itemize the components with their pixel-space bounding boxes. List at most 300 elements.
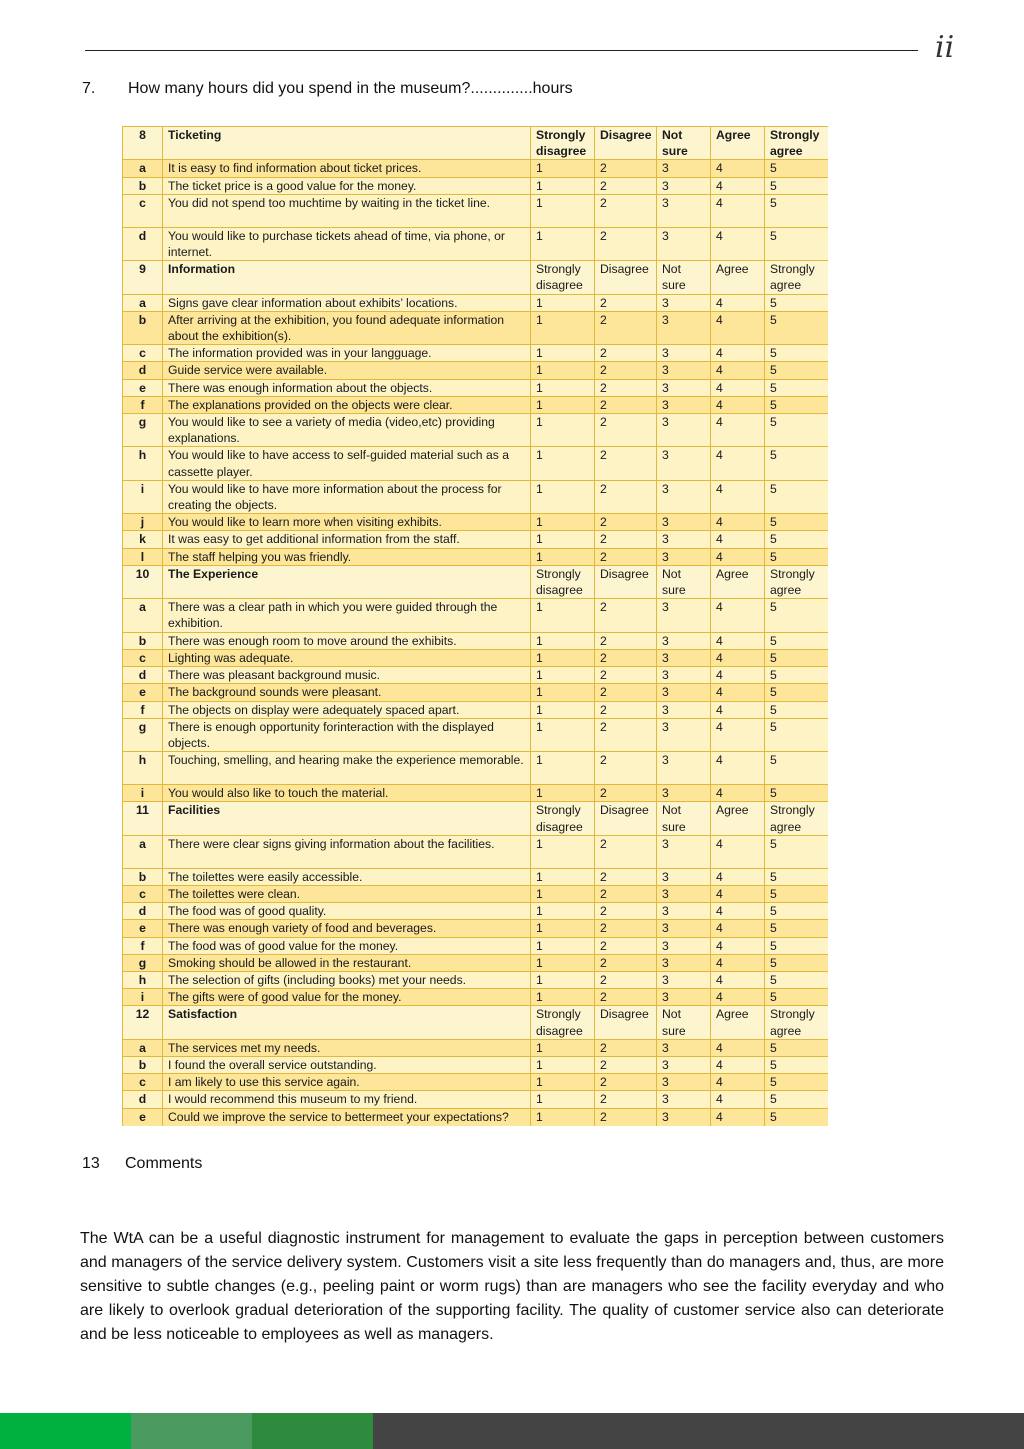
section-number: 8 [123,127,163,160]
table-row [123,701,829,718]
body-paragraph: The WtA can be a useful diagnostic instrument for management to evaluate the gaps in perception between customers and managers of the service delivery system. Customers visit a site less frequently than do managers and, thus, are more sensitive to subtle changes (e.g., peeling paint or worm rugs) than are managers who see the facility everyday and who are likely to overlook gradual deterioration of the supporting facility. The quality of customer service also can deteriorate and be less noticeable to employees as well as managers. [80,1230,944,1343]
rating-value: 5 [765,345,829,362]
rating-value: 2 [595,885,657,902]
item-key: a [123,294,163,311]
rating-value: 4 [711,835,765,868]
table-row [123,396,829,413]
table-row [123,1074,829,1091]
rating-value: 4 [711,531,765,548]
rating-value: 1 [531,903,595,920]
rating-value: 2 [595,379,657,396]
table-row [123,294,829,311]
rating-value: 3 [657,920,711,937]
rating-value: 1 [531,599,595,632]
section-header-row [123,802,829,835]
scale-label: Not sure [657,127,711,160]
rating-value: 3 [657,548,711,565]
rating-value: 2 [595,954,657,971]
item-key: d [123,667,163,684]
rating-value: 3 [657,835,711,868]
table-row [123,937,829,954]
rating-value: 2 [595,785,657,802]
rating-value: 3 [657,447,711,480]
item-statement: The food was of good value for the money. [163,937,531,954]
item-key: d [123,362,163,379]
rating-value: 4 [711,903,765,920]
rating-value: 3 [657,667,711,684]
table-row [123,667,829,684]
rating-value: 3 [657,632,711,649]
rating-value: 2 [595,971,657,988]
item-statement: The objects on display were adequately spaced apart. [163,701,531,718]
rating-value: 3 [657,294,711,311]
rating-value: 2 [595,701,657,718]
rating-value: 4 [711,311,765,344]
rating-value: 5 [765,649,829,666]
rating-value: 1 [531,194,595,227]
rating-value: 4 [711,447,765,480]
item-statement: Could we improve the service to bettermeet your expectations? [163,1108,531,1126]
survey-table-region [122,126,828,1126]
scale-label: Agree [711,1006,765,1039]
scale-label: Disagree [595,802,657,835]
rating-value: 2 [595,1074,657,1091]
table-row [123,1108,829,1126]
rating-value: 1 [531,311,595,344]
rating-value: 3 [657,345,711,362]
rating-value: 1 [531,1091,595,1108]
rating-value: 4 [711,1056,765,1073]
rating-value: 1 [531,1056,595,1073]
table-row [123,632,829,649]
rating-value: 5 [765,632,829,649]
rating-value: 5 [765,514,829,531]
item-key: k [123,531,163,548]
question-7-text: How many hours did you spend in the museum?..............hours [128,80,573,97]
rating-value: 2 [595,227,657,260]
comments-heading [82,1155,202,1173]
rating-value: 5 [765,885,829,902]
table-row [123,227,829,260]
item-statement: There was pleasant background music. [163,667,531,684]
rating-value: 4 [711,345,765,362]
rating-value: 5 [765,868,829,885]
rating-value: 2 [595,447,657,480]
item-key: g [123,718,163,751]
table-row [123,684,829,701]
item-key: a [123,599,163,632]
item-statement: You would like to have more information about the process for creating the objects. [163,480,531,513]
rating-value: 5 [765,937,829,954]
scale-label: Disagree [595,565,657,598]
footer-segment-2 [131,1413,252,1449]
footer-segment-1 [0,1413,131,1449]
rating-value: 2 [595,177,657,194]
scale-label: Not sure [657,565,711,598]
rating-value: 4 [711,294,765,311]
rating-value: 3 [657,227,711,260]
rating-value: 1 [531,885,595,902]
rating-value: 4 [711,362,765,379]
rating-value: 5 [765,227,829,260]
item-statement: You did not spend too muchtime by waiting in the ticket line. [163,194,531,227]
rating-value: 2 [595,649,657,666]
rating-value: 3 [657,379,711,396]
rating-value: 3 [657,414,711,447]
section-header-row [123,1006,829,1039]
rating-value: 1 [531,396,595,413]
table-row [123,599,829,632]
rating-value: 5 [765,1108,829,1126]
item-key: f [123,396,163,413]
item-key: f [123,701,163,718]
footer-segment-3 [252,1413,373,1449]
rating-value: 2 [595,752,657,785]
rating-value: 1 [531,227,595,260]
rating-value: 1 [531,920,595,937]
rating-value: 1 [531,1039,595,1056]
rating-value: 5 [765,1074,829,1091]
rating-value: 2 [595,396,657,413]
table-row [123,1091,829,1108]
scale-label: Not sure [657,802,711,835]
rating-value: 5 [765,954,829,971]
item-key: b [123,632,163,649]
item-key: c [123,1074,163,1091]
rating-value: 4 [711,599,765,632]
rating-value: 5 [765,311,829,344]
rating-value: 2 [595,989,657,1006]
item-statement: There was enough variety of food and beverages. [163,920,531,937]
scale-label: Strongly agree [765,565,829,598]
rating-value: 4 [711,227,765,260]
rating-value: 3 [657,480,711,513]
rating-value: 5 [765,379,829,396]
rating-value: 4 [711,379,765,396]
item-statement: You would like to have access to self-guided material such as a cassette player. [163,447,531,480]
section-header-row [123,565,829,598]
table-row [123,160,829,177]
item-statement: The toilettes were easily accessible. [163,868,531,885]
item-key: i [123,989,163,1006]
rating-value: 1 [531,414,595,447]
item-key: l [123,548,163,565]
scale-label: Not sure [657,261,711,294]
rating-value: 2 [595,632,657,649]
rating-value: 5 [765,1039,829,1056]
item-key: h [123,447,163,480]
item-statement: The ticket price is a good value for the money. [163,177,531,194]
rating-value: 4 [711,971,765,988]
rating-value: 2 [595,414,657,447]
item-statement: It is easy to find information about ticket prices. [163,160,531,177]
section-header-row [123,127,829,160]
scale-label: Strongly agree [765,802,829,835]
rating-value: 4 [711,194,765,227]
section-title: The Experience [163,565,531,598]
item-key: h [123,971,163,988]
scale-label: Disagree [595,261,657,294]
rating-value: 3 [657,903,711,920]
rating-value: 5 [765,785,829,802]
item-statement: There was enough information about the objects. [163,379,531,396]
rating-value: 2 [595,548,657,565]
rating-value: 3 [657,1108,711,1126]
rating-value: 2 [595,480,657,513]
item-key: e [123,920,163,937]
scale-label: Disagree [595,1006,657,1039]
rating-value: 5 [765,480,829,513]
table-row [123,514,829,531]
item-statement: The explanations provided on the objects were clear. [163,396,531,413]
header-rule [85,50,918,51]
rating-value: 2 [595,531,657,548]
rating-value: 4 [711,684,765,701]
table-row [123,379,829,396]
rating-value: 5 [765,599,829,632]
survey-table [122,126,828,1126]
rating-value: 4 [711,885,765,902]
rating-value: 1 [531,835,595,868]
rating-value: 4 [711,514,765,531]
rating-value: 5 [765,194,829,227]
rating-value: 2 [595,514,657,531]
scale-label: Disagree [595,127,657,160]
item-key: g [123,954,163,971]
scale-label: Strongly disagree [531,1006,595,1039]
rating-value: 3 [657,311,711,344]
rating-value: 1 [531,362,595,379]
section-title: Satisfaction [163,1006,531,1039]
rating-value: 2 [595,1056,657,1073]
item-key: a [123,160,163,177]
item-statement: It was easy to get additional information from the staff. [163,531,531,548]
table-row [123,954,829,971]
scale-label: Not sure [657,1006,711,1039]
scale-label: Strongly agree [765,261,829,294]
rating-value: 4 [711,989,765,1006]
item-key: b [123,868,163,885]
table-row [123,345,829,362]
item-statement: I am likely to use this service again. [163,1074,531,1091]
item-key: b [123,1056,163,1073]
table-row [123,785,829,802]
comments-label: Comments [125,1155,203,1172]
rating-value: 4 [711,632,765,649]
rating-value: 3 [657,752,711,785]
rating-value: 2 [595,903,657,920]
rating-value: 3 [657,1056,711,1073]
rating-value: 4 [711,785,765,802]
rating-value: 5 [765,548,829,565]
rating-value: 1 [531,1074,595,1091]
item-key: c [123,649,163,666]
rating-value: 1 [531,514,595,531]
rating-value: 5 [765,752,829,785]
item-key: c [123,194,163,227]
rating-value: 2 [595,194,657,227]
item-statement: I would recommend this museum to my friend. [163,1091,531,1108]
table-row [123,177,829,194]
rating-value: 4 [711,1091,765,1108]
item-statement: Guide service were available. [163,362,531,379]
item-statement: The food was of good quality. [163,903,531,920]
item-key: g [123,414,163,447]
rating-value: 1 [531,649,595,666]
rating-value: 4 [711,1039,765,1056]
item-key: e [123,379,163,396]
rating-value: 1 [531,785,595,802]
item-statement: There is enough opportunity forinteraction with the displayed objects. [163,718,531,751]
table-row [123,752,829,785]
scale-label: Strongly agree [765,127,829,160]
rating-value: 3 [657,1039,711,1056]
table-row [123,885,829,902]
item-statement: Touching, smelling, and hearing make the experience memorable. [163,752,531,785]
item-statement: Lighting was adequate. [163,649,531,666]
section-number: 11 [123,802,163,835]
rating-value: 3 [657,531,711,548]
rating-value: 2 [595,667,657,684]
rating-value: 3 [657,160,711,177]
rating-value: 5 [765,903,829,920]
rating-value: 1 [531,379,595,396]
comments-number: 13 [82,1155,100,1172]
rating-value: 3 [657,396,711,413]
rating-value: 4 [711,480,765,513]
rating-value: 2 [595,599,657,632]
item-statement: The gifts were of good value for the money. [163,989,531,1006]
rating-value: 2 [595,362,657,379]
section-number: 12 [123,1006,163,1039]
rating-value: 4 [711,649,765,666]
rating-value: 1 [531,1108,595,1126]
rating-value: 5 [765,1091,829,1108]
rating-value: 5 [765,989,829,1006]
rating-value: 3 [657,599,711,632]
rating-value: 5 [765,1056,829,1073]
item-statement: You would like to see a variety of media (video,etc) providing explanations. [163,414,531,447]
rating-value: 1 [531,632,595,649]
rating-value: 1 [531,971,595,988]
rating-value: 1 [531,954,595,971]
item-statement: There was enough room to move around the exhibits. [163,632,531,649]
item-key: e [123,684,163,701]
rating-value: 1 [531,718,595,751]
rating-value: 5 [765,160,829,177]
rating-value: 1 [531,752,595,785]
item-statement: The staff helping you was friendly. [163,548,531,565]
scale-label: Strongly disagree [531,802,595,835]
table-row [123,414,829,447]
rating-value: 1 [531,868,595,885]
section-number: 10 [123,565,163,598]
section-number: 9 [123,261,163,294]
rating-value: 1 [531,160,595,177]
section-title: Ticketing [163,127,531,160]
rating-value: 4 [711,752,765,785]
rating-value: 2 [595,160,657,177]
rating-value: 1 [531,684,595,701]
rating-value: 3 [657,649,711,666]
scale-label: Strongly agree [765,1006,829,1039]
item-key: i [123,785,163,802]
rating-value: 1 [531,177,595,194]
rating-value: 4 [711,1108,765,1126]
scale-label: Strongly disagree [531,127,595,160]
rating-value: 4 [711,718,765,751]
table-row [123,920,829,937]
rating-value: 5 [765,920,829,937]
rating-value: 4 [711,1074,765,1091]
rating-value: 3 [657,868,711,885]
rating-value: 3 [657,684,711,701]
item-key: c [123,345,163,362]
rating-value: 5 [765,667,829,684]
rating-value: 4 [711,937,765,954]
rating-value: 2 [595,718,657,751]
item-key: b [123,311,163,344]
table-row [123,835,829,868]
item-key: i [123,480,163,513]
table-row [123,548,829,565]
rating-value: 5 [765,718,829,751]
rating-value: 4 [711,548,765,565]
rating-value: 3 [657,1074,711,1091]
rating-value: 4 [711,868,765,885]
rating-value: 3 [657,701,711,718]
item-statement: The background sounds were pleasant. [163,684,531,701]
table-row [123,1056,829,1073]
table-row [123,989,829,1006]
item-statement: After arriving at the exhibition, you found adequate information about the exhibition(s). [163,311,531,344]
rating-value: 2 [595,868,657,885]
rating-value: 1 [531,667,595,684]
rating-value: 1 [531,937,595,954]
rating-value: 3 [657,177,711,194]
rating-value: 4 [711,160,765,177]
item-key: j [123,514,163,531]
rating-value: 3 [657,718,711,751]
table-row [123,194,829,227]
rating-value: 1 [531,345,595,362]
scale-label: Agree [711,802,765,835]
item-statement: Signs gave clear information about exhibits’ locations. [163,294,531,311]
item-key: f [123,937,163,954]
rating-value: 2 [595,311,657,344]
item-statement: The toilettes were clean. [163,885,531,902]
rating-value: 4 [711,954,765,971]
rating-value: 2 [595,937,657,954]
footer-color-bar [0,1413,1024,1449]
rating-value: 5 [765,531,829,548]
rating-value: 1 [531,480,595,513]
rating-value: 5 [765,294,829,311]
rating-value: 3 [657,885,711,902]
rating-value: 2 [595,1108,657,1126]
item-statement: There were clear signs giving information about the facilities. [163,835,531,868]
rating-value: 1 [531,531,595,548]
question-7 [82,80,573,98]
section-title: Facilities [163,802,531,835]
table-row [123,971,829,988]
footer-segment-4 [373,1413,1024,1449]
rating-value: 3 [657,514,711,531]
rating-value: 5 [765,971,829,988]
rating-value: 5 [765,701,829,718]
table-row [123,311,829,344]
rating-value: 5 [765,177,829,194]
